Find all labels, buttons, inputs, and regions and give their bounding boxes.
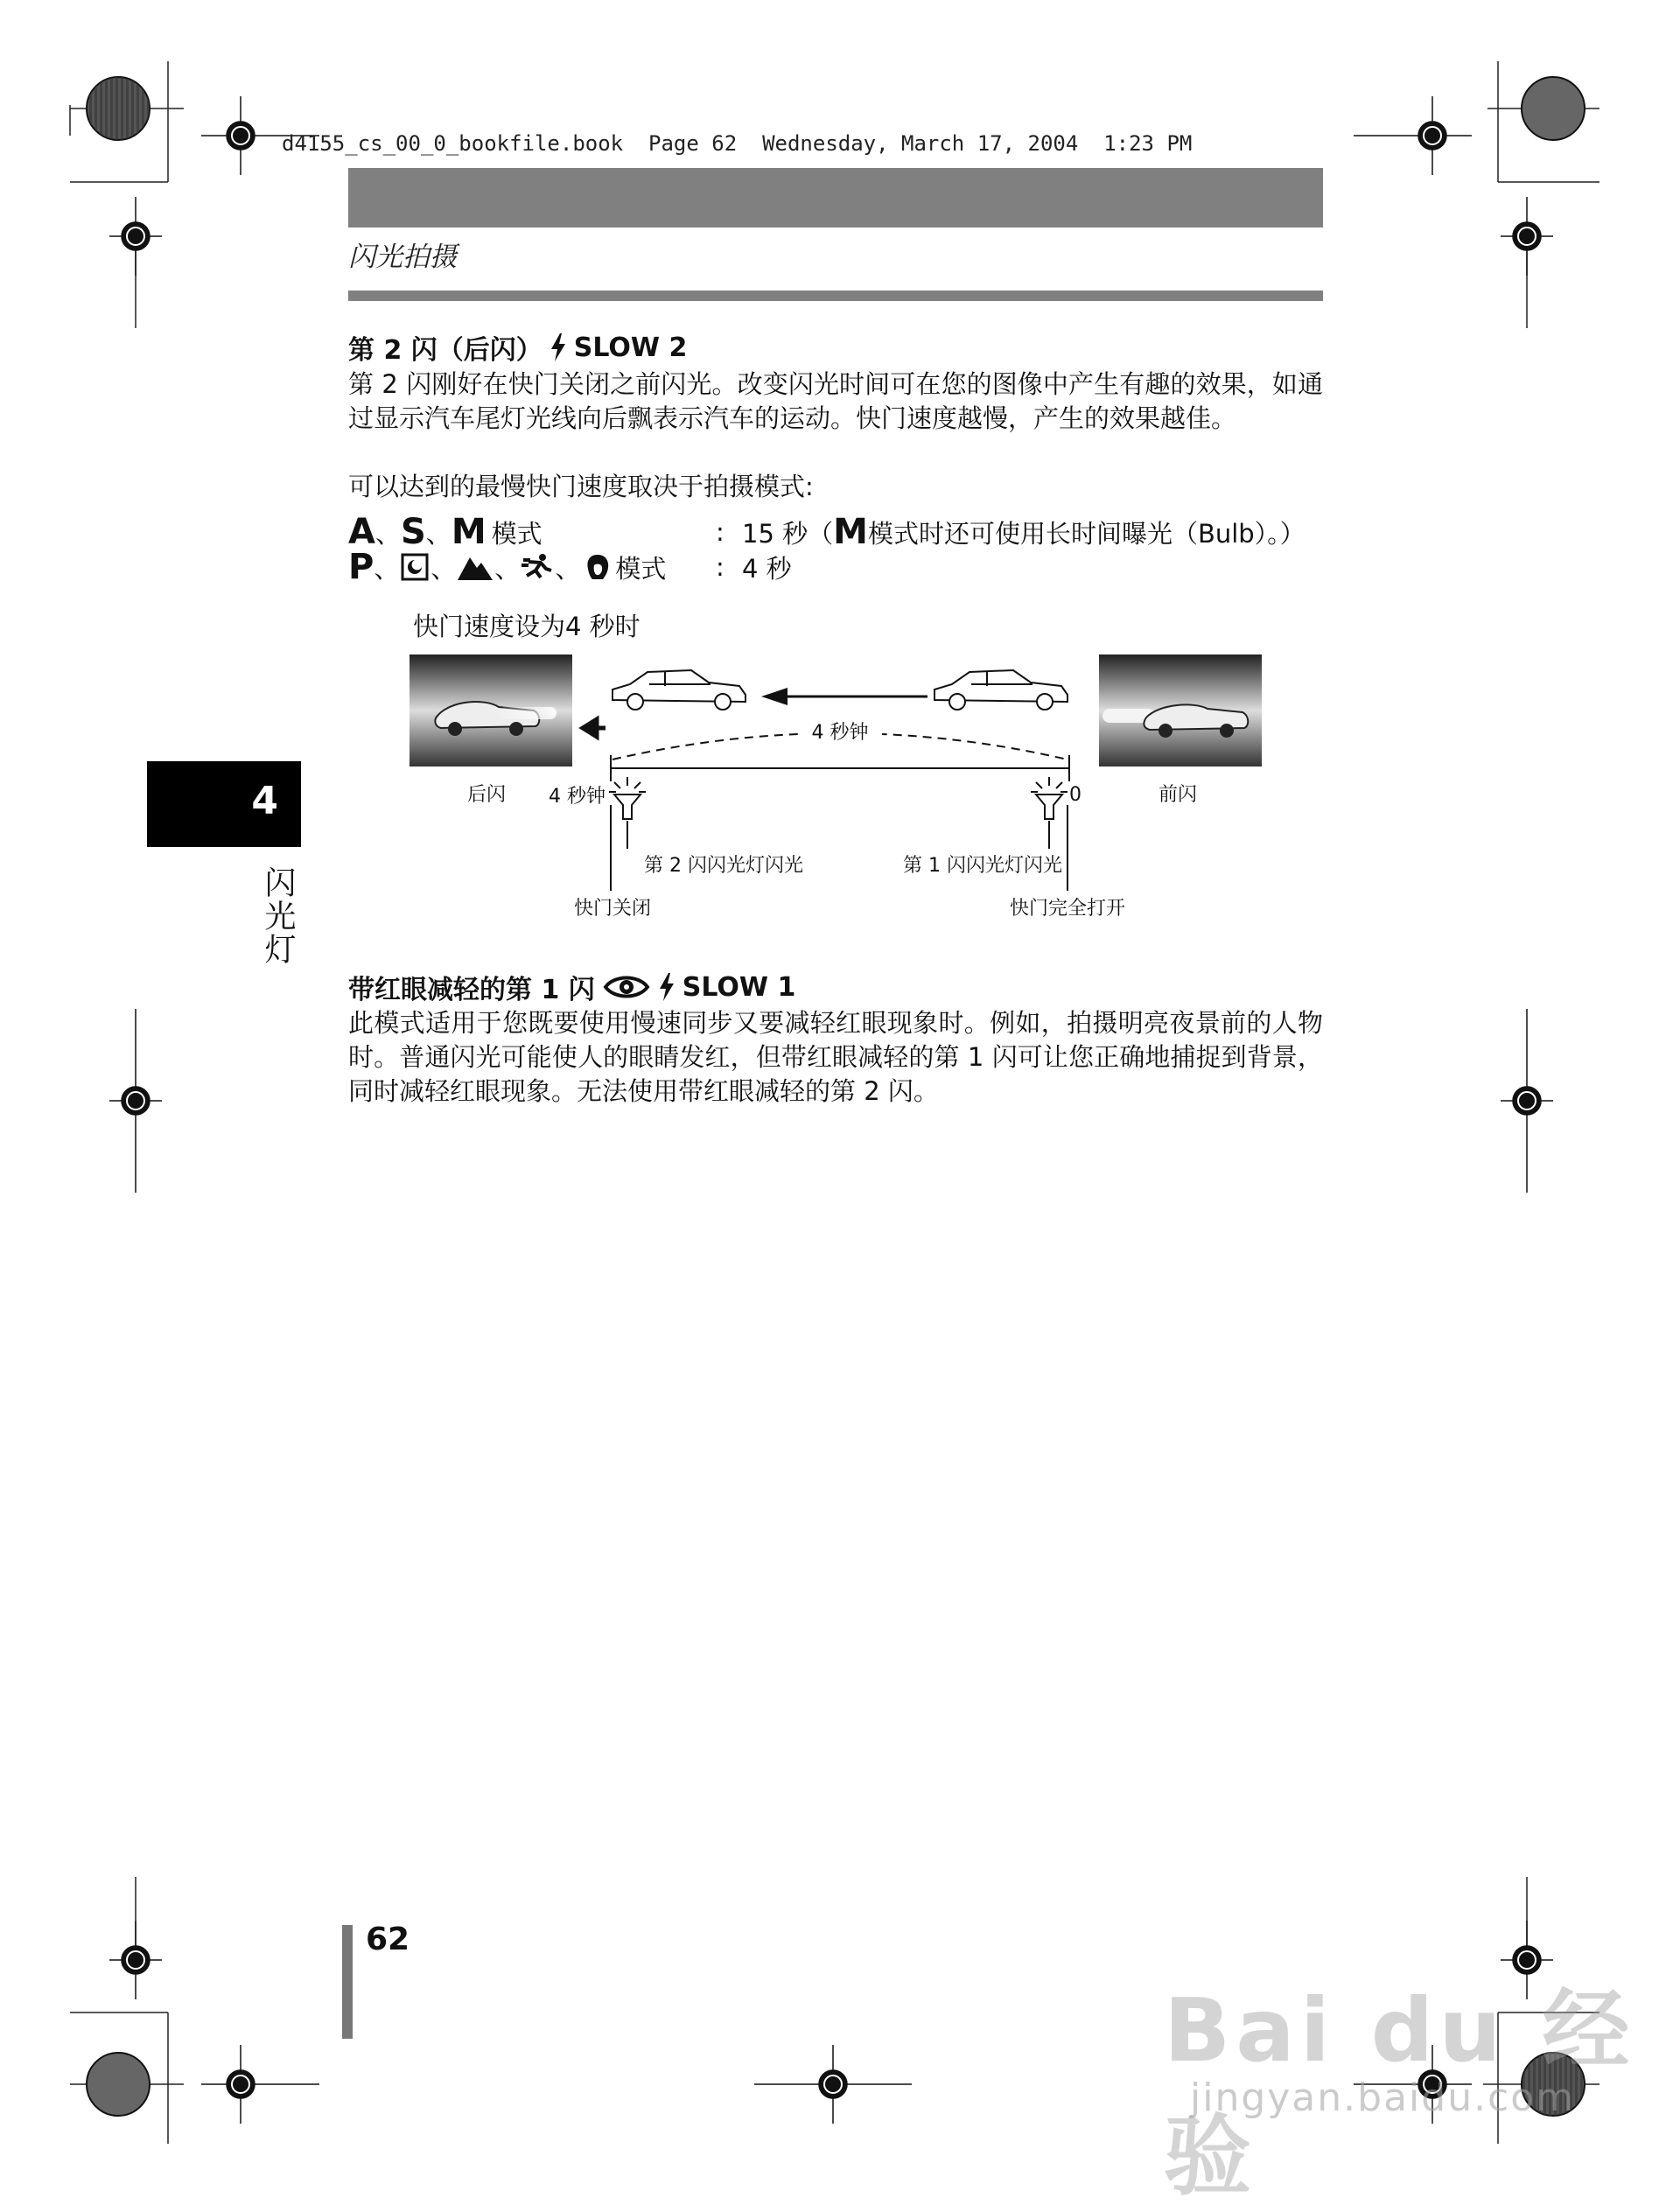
section-title: 闪光拍摄 [348, 242, 457, 273]
slow2-mode-label: SLOW 2 [573, 332, 688, 363]
value-prefix: 15 秒（ [742, 518, 834, 549]
p-speed-value: 4 秒 [742, 553, 792, 584]
colon: : [716, 552, 724, 582]
slow2-heading [348, 328, 687, 367]
redeye-heading-text: 带红眼减轻的第 1 闪 [348, 975, 595, 1005]
diagram-caption: 快门速度设为4 秒时 [413, 612, 640, 641]
portrait-icon [584, 553, 612, 581]
slowest-speed-intro: 可以达到的最慢快门速度取决于拍摄模式: [348, 472, 814, 501]
colon: : [716, 517, 724, 547]
redeye-mode-label: SLOW 1 [682, 971, 796, 1003]
night-scene-icon [401, 553, 429, 581]
rear-curtain-photo [410, 654, 572, 766]
separator: 、 [374, 518, 401, 549]
red-eye-icon [602, 973, 651, 1001]
chapter-number-tab: 4 [147, 761, 301, 847]
mode-label: 模式 [615, 553, 667, 584]
mode-m-letter: M [451, 512, 486, 552]
time-start-label: 0 [1069, 784, 1082, 806]
separator: 、 [494, 553, 521, 584]
baidu-watermark: Bai du 经验 [1164, 1979, 1635, 2208]
value-suffix: 模式时还可使用长时间曝光（Bulb）。） [867, 518, 1306, 549]
slow2-description: 第 2 闪刚好在快门关闭之前闪光。改变闪光时间可在您的图像中产生有趣的效果，如通过显示汽车尾灯光线向后飘表示汽车的运动。快门速度越慢，产生的效果越佳。 [348, 369, 1323, 433]
print-file-header: d4155_cs_00_0_bookfile.book Page 62 Wednesday, March 17, 2004 1:23 PM [282, 131, 1193, 156]
landscape-icon [458, 554, 493, 580]
asm-speed-value [742, 512, 1306, 552]
mode-p-letter: P [348, 547, 374, 587]
time-end-label: 4 秒钟 [549, 786, 606, 808]
separator: 、 [430, 553, 457, 584]
mode-row-p-scenes [348, 547, 792, 587]
second-flash-label: 第 2 闪闪光灯闪光 [644, 855, 803, 877]
flash-icon [550, 333, 567, 361]
flash-bulb-icon [1031, 777, 1068, 819]
sport-icon [522, 553, 553, 581]
separator: 、 [374, 553, 400, 584]
car-end-position [612, 670, 746, 710]
car-start-position [934, 670, 1068, 710]
flash-bulb-icon [609, 777, 646, 819]
left-arrow-icon [583, 719, 606, 737]
shutter-close-label: 快门关闭 [574, 898, 652, 920]
header-gray-bar [348, 168, 1323, 228]
baidu-watermark-url: jingyan.baidu.com [1190, 2076, 1576, 2120]
motion-arrow-icon [761, 688, 928, 705]
section-divider [348, 290, 1323, 301]
separator: 、 [555, 553, 581, 584]
mode-label: 模式 [491, 518, 542, 549]
slow2-heading-text: 第 2 闪（后闪） [348, 335, 542, 366]
page-number: 62 [366, 1922, 410, 1957]
redeye-description: 此模式适用于您既要使用慢速同步又要减轻红眼现象时。例如，拍摄明亮夜景前的人物时。普通闪光可能使人的眼睛发红，但带红眼减轻的第 1 闪可让您正确地捕捉到背景，同时减轻红眼现象。无法使用带红眼减轻的第 2 闪。 [348, 1008, 1323, 1106]
rear-curtain-diagram [402, 646, 1278, 934]
front-curtain-photo [1099, 654, 1262, 766]
shutter-open-label: 快门完全打开 [1010, 898, 1126, 920]
redeye-heading [348, 968, 795, 1006]
separator: 、 [425, 518, 452, 549]
rear-curtain-label: 后闪 [466, 784, 507, 806]
chapter-label: 闪光灯 [260, 866, 296, 966]
duration-label: 4 秒钟 [811, 722, 869, 744]
mode-a-letter: A [348, 512, 375, 552]
first-flash-label: 第 1 闪闪光灯闪光 [903, 855, 1062, 877]
mode-s-letter: S [400, 512, 426, 552]
value-m-letter: M [833, 512, 868, 552]
page-number-bar [342, 1925, 353, 2039]
flash-icon [658, 973, 676, 1001]
front-curtain-label: 前闪 [1158, 784, 1198, 806]
